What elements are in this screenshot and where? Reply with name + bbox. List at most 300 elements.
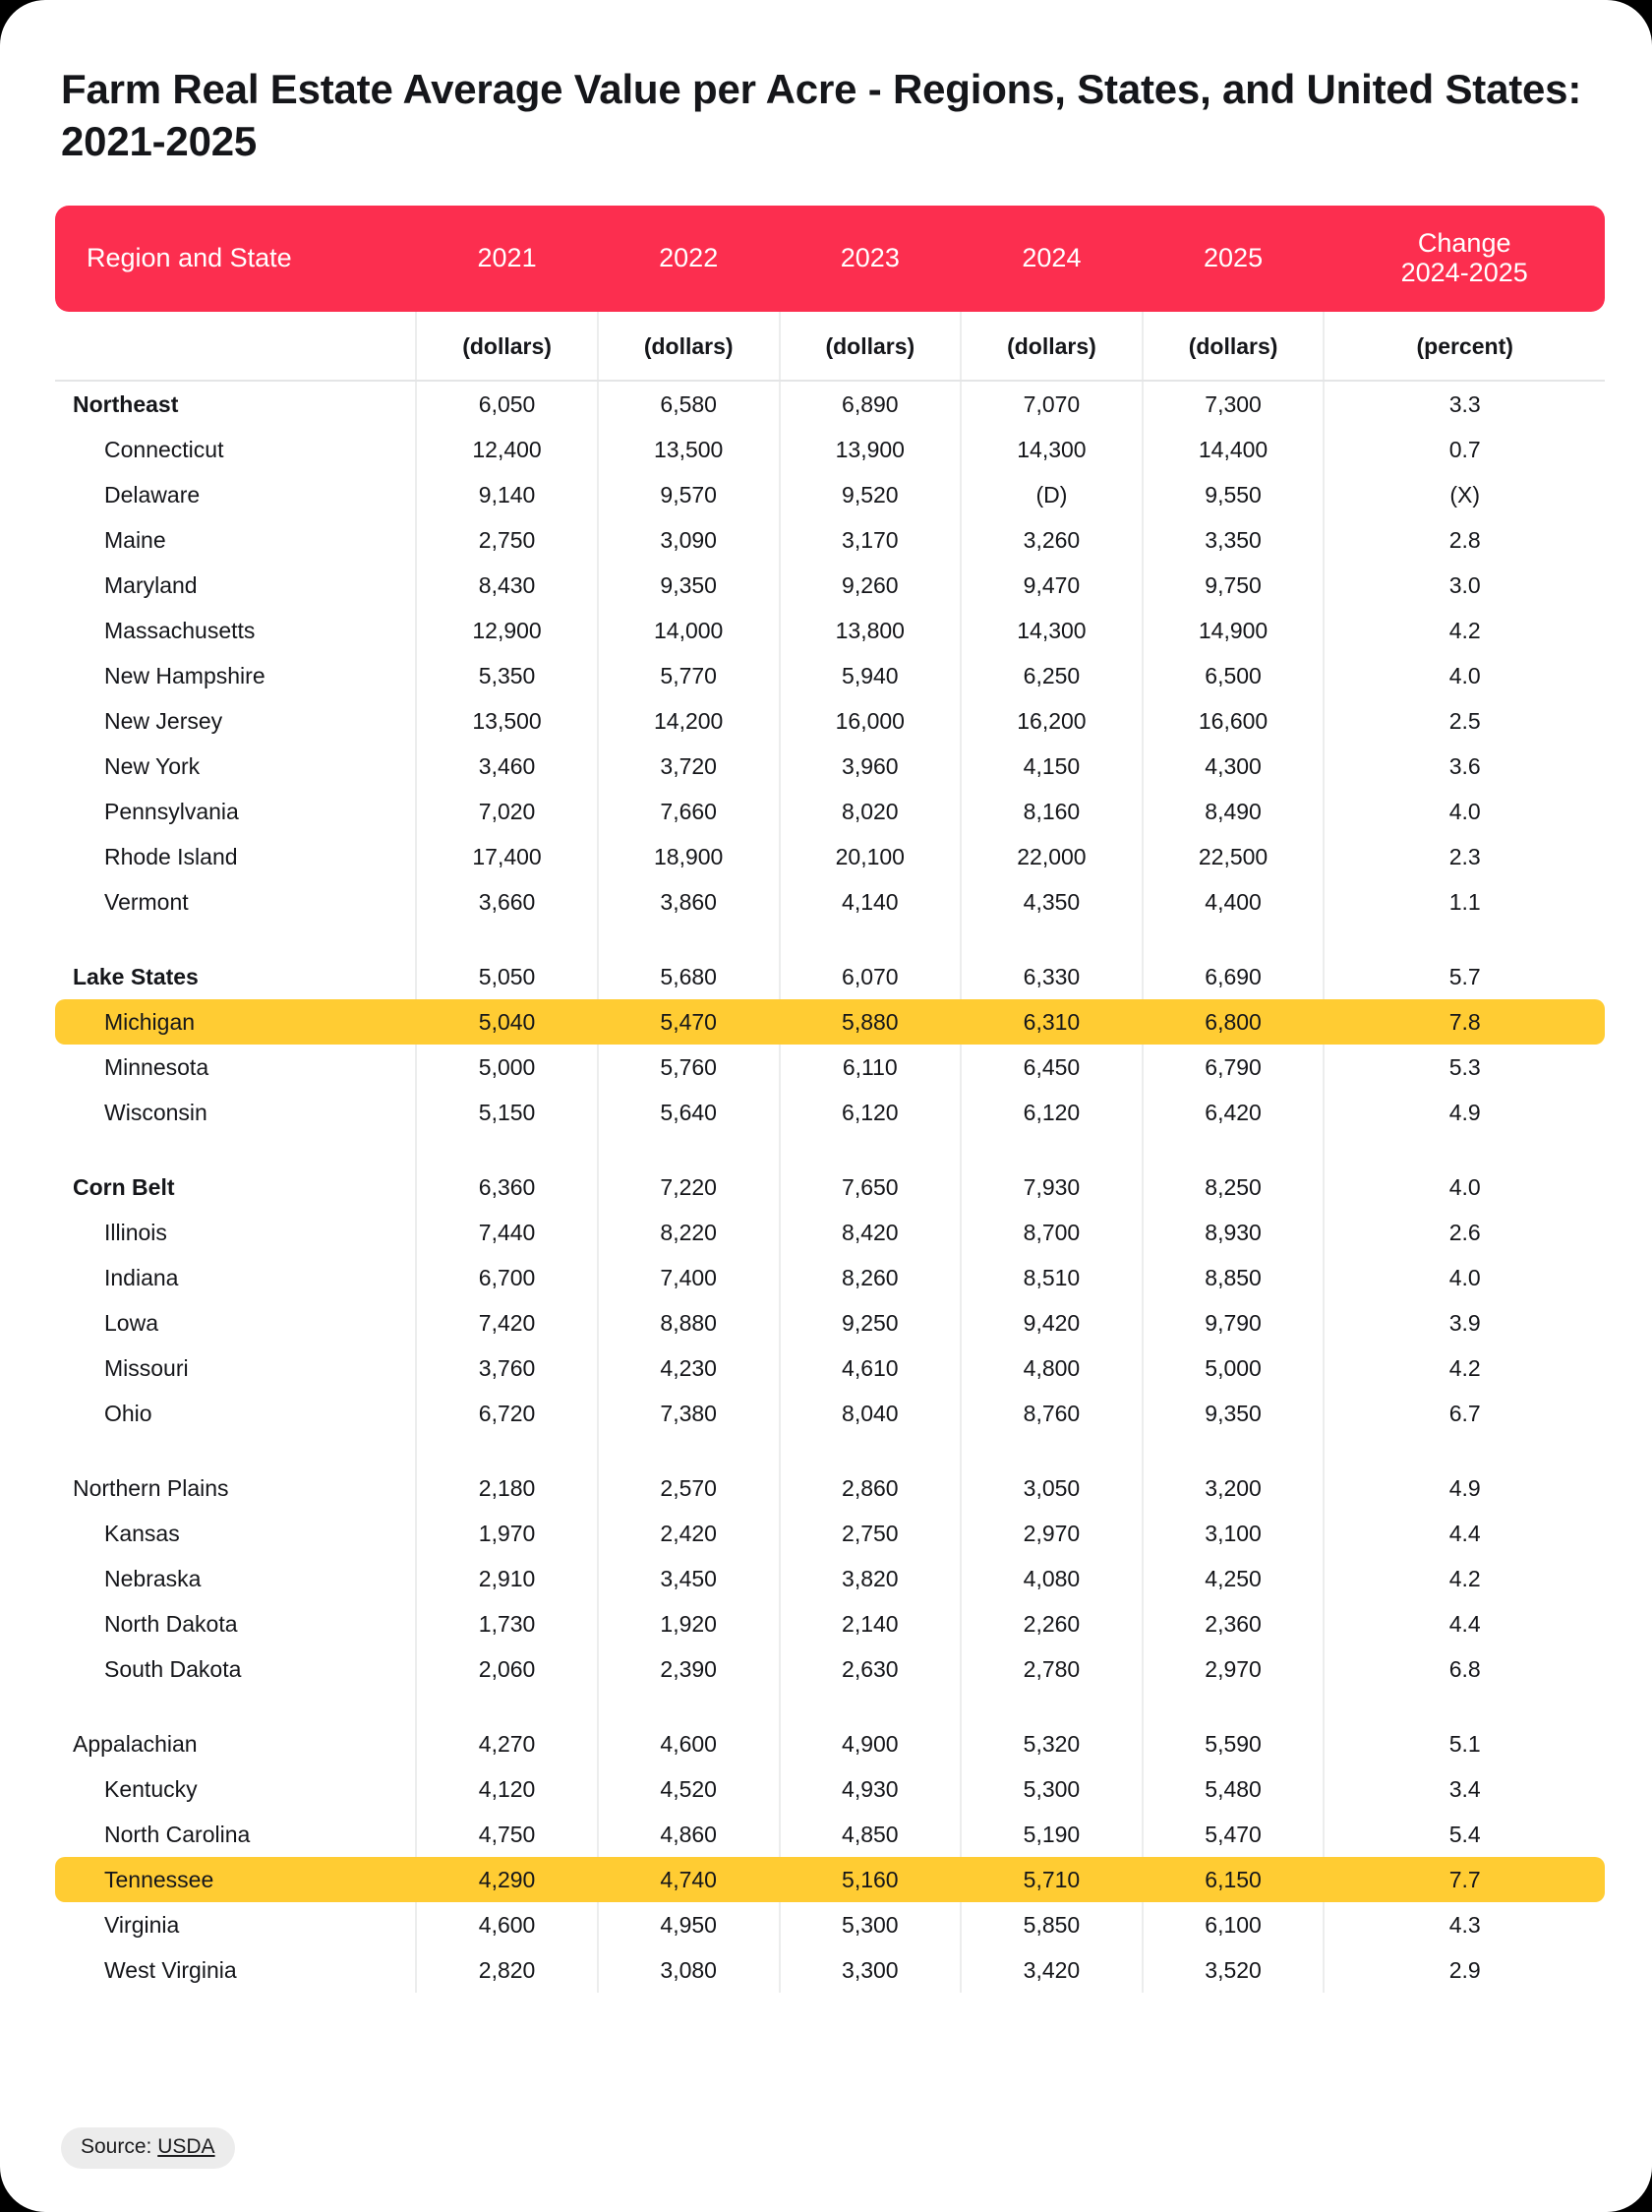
row-label-state: Virginia [104,1911,180,1938]
spacer-cell [55,925,416,954]
cell-2023: 6,890 [780,381,962,427]
cell-2023: 2,630 [780,1646,962,1692]
footer [61,2127,235,2169]
table-row[interactable] [55,1255,1605,1300]
table-container [55,206,1605,1994]
cell-2024: 5,320 [961,1721,1143,1766]
cell-2022: 7,660 [598,789,780,834]
cell-2021: 17,400 [416,834,598,879]
cell-2025: 14,900 [1143,608,1325,653]
cell-change: 4.0 [1324,789,1605,834]
cell-change: 2.6 [1324,1210,1605,1255]
units-cell-name [55,312,416,381]
table-row[interactable] [55,1345,1605,1391]
spacer-cell [1324,1436,1605,1465]
spacer-cell [1324,925,1605,954]
cell-2021: 2,820 [416,1947,598,1993]
cell-2021: 4,120 [416,1766,598,1812]
spacer-cell [1143,1692,1325,1721]
cell-2021: 6,050 [416,381,598,427]
row-label-region: Appalachian [73,1730,198,1757]
column-header-change-line1: Change [1417,227,1511,258]
cell-2025: 4,250 [1143,1556,1325,1601]
row-label-state: North Dakota [104,1610,238,1637]
cell-2024: 14,300 [961,427,1143,472]
cell-2025: 3,100 [1143,1511,1325,1556]
cell-2024: 4,080 [961,1556,1143,1601]
page-title: Farm Real Estate Average Value per Acre - Regions, States, and United States: 2021-2025 [61,66,1582,165]
cell-2021: 1,970 [416,1511,598,1556]
table-row[interactable] [55,999,1605,1045]
row-label-state: Connecticut [104,436,224,462]
spacer-cell [55,1135,416,1165]
table-body [55,381,1605,1993]
cell-change: 4.2 [1324,1345,1605,1391]
cell-2022: 2,420 [598,1511,780,1556]
cell-2022: 4,740 [598,1857,780,1902]
row-label-state: Rhode Island [104,843,238,869]
row-label-state: Ohio [104,1400,152,1426]
cell-2021: 12,400 [416,427,598,472]
cell-change: 4.4 [1324,1511,1605,1556]
cell-2022: 5,640 [598,1090,780,1135]
cell-2023: 5,160 [780,1857,962,1902]
table-row[interactable] [55,879,1605,925]
cell-2021: 2,750 [416,517,598,563]
cell-2021: 5,040 [416,999,598,1045]
cell-change: 0.7 [1324,427,1605,472]
table-row[interactable] [55,1721,1605,1766]
cell-2025: 8,250 [1143,1165,1325,1210]
table-row[interactable] [55,1902,1605,1947]
cell-2025: 8,490 [1143,789,1325,834]
spacer-cell [1324,1135,1605,1165]
cell-2023: 4,610 [780,1345,962,1391]
cell-2022: 5,680 [598,954,780,999]
cell-change: 5.4 [1324,1812,1605,1857]
cell-2024: 9,470 [961,563,1143,608]
spacer-cell [961,1436,1143,1465]
spacer-cell [416,925,598,954]
cell-change: 5.7 [1324,954,1605,999]
table-row[interactable] [55,381,1605,427]
cell-2023: 13,900 [780,427,962,472]
cell-2024: 2,260 [961,1601,1143,1646]
cell-2021: 3,660 [416,879,598,925]
cell-2021: 1,730 [416,1601,598,1646]
cell-2024: 4,150 [961,744,1143,789]
cell-change: 7.8 [1324,999,1605,1045]
cell-change: 7.7 [1324,1857,1605,1902]
cell-2021: 7,440 [416,1210,598,1255]
cell-change: 2.3 [1324,834,1605,879]
cell-2024: 14,300 [961,608,1143,653]
cell-2025: 3,200 [1143,1465,1325,1511]
row-label-state: Pennsylvania [104,798,239,824]
cell-2022: 4,600 [598,1721,780,1766]
cell-2023: 3,820 [780,1556,962,1601]
cell-2022: 5,760 [598,1045,780,1090]
column-header-change-line2: 2024-2025 [1400,258,1528,288]
cell-2022: 4,520 [598,1766,780,1812]
cell-2025: 8,850 [1143,1255,1325,1300]
cell-2021: 3,460 [416,744,598,789]
row-label-state: Maine [104,526,166,553]
cell-2023: 3,960 [780,744,962,789]
cell-2025: 6,690 [1143,954,1325,999]
spacer-cell [961,925,1143,954]
cell-2023: 4,140 [780,879,962,925]
column-header-2023[interactable]: 2023 [780,206,962,313]
cell-2024: 3,420 [961,1947,1143,1993]
table-row[interactable] [55,1601,1605,1646]
cell-2022: 2,570 [598,1465,780,1511]
spacer-cell [1143,925,1325,954]
column-header-2021[interactable]: 2021 [416,206,598,313]
cell-2024: 8,760 [961,1391,1143,1436]
cell-2025: 6,790 [1143,1045,1325,1090]
table-row[interactable] [55,1511,1605,1556]
cell-2024: 4,800 [961,1345,1143,1391]
table-row[interactable] [55,1465,1605,1511]
cell-2021: 2,060 [416,1646,598,1692]
cell-2022: 3,720 [598,744,780,789]
cell-2024: 16,200 [961,698,1143,744]
spacer-cell [1143,1135,1325,1165]
row-label-state: Delaware [104,481,201,508]
table-row[interactable] [55,1947,1605,1993]
table-row[interactable] [55,653,1605,698]
cell-2023: 4,900 [780,1721,962,1766]
cell-2022: 2,390 [598,1646,780,1692]
cell-2024: 7,930 [961,1165,1143,1210]
cell-change: (X) [1324,472,1605,517]
table-row[interactable] [55,608,1605,653]
cell-2023: 8,040 [780,1391,962,1436]
cell-2025: 3,520 [1143,1947,1325,1993]
cell-change: 5.3 [1324,1045,1605,1090]
cell-2022: 9,350 [598,563,780,608]
row-label-region: Northeast [73,390,179,417]
cell-2022: 7,400 [598,1255,780,1300]
cell-2025: 6,100 [1143,1902,1325,1947]
spacer-cell [598,1692,780,1721]
cell-2021: 2,180 [416,1465,598,1511]
cell-change: 3.6 [1324,744,1605,789]
cell-2022: 7,220 [598,1165,780,1210]
cell-change: 4.9 [1324,1090,1605,1135]
table-row[interactable] [55,1090,1605,1135]
header-row [55,206,1605,313]
cell-2023: 6,110 [780,1045,962,1090]
row-label-state: Minnesota [104,1053,209,1080]
cell-2025: 5,000 [1143,1345,1325,1391]
row-label-state: Indiana [104,1264,179,1290]
row-label-state: Kansas [104,1520,180,1546]
spacer-cell [961,1692,1143,1721]
row-label-region: Northern Plains [73,1474,229,1501]
units-cell-2021: (dollars) [416,312,598,381]
table-row[interactable] [55,1812,1605,1857]
cell-2024: 5,710 [961,1857,1143,1902]
group-spacer [55,925,1605,954]
cell-2023: 5,940 [780,653,962,698]
cell-2022: 1,920 [598,1601,780,1646]
cell-2021: 4,600 [416,1902,598,1947]
cell-2021: 2,910 [416,1556,598,1601]
column-header-2022[interactable]: 2022 [598,206,780,313]
cell-2024: 8,700 [961,1210,1143,1255]
cell-2024: 6,450 [961,1045,1143,1090]
cell-2025: 6,150 [1143,1857,1325,1902]
cell-2024: 2,780 [961,1646,1143,1692]
cell-2024: 8,160 [961,789,1143,834]
cell-2023: 9,250 [780,1300,962,1345]
column-header-2025[interactable]: 2025 [1143,206,1325,313]
cell-2021: 4,750 [416,1812,598,1857]
table-head [55,206,1605,382]
cell-2022: 4,950 [598,1902,780,1947]
row-label-state: New Jersey [104,707,223,734]
cell-2022: 13,500 [598,427,780,472]
cell-change: 6.7 [1324,1391,1605,1436]
spacer-cell [416,1135,598,1165]
cell-2023: 2,750 [780,1511,962,1556]
cell-2022: 5,770 [598,653,780,698]
cell-2021: 3,760 [416,1345,598,1391]
cell-2025: 5,590 [1143,1721,1325,1766]
cell-2023: 13,800 [780,608,962,653]
cell-2023: 9,260 [780,563,962,608]
row-label-state: New Hampshire [104,662,266,688]
table-row[interactable] [55,834,1605,879]
units-cell-2022: (dollars) [598,312,780,381]
row-label-state: North Carolina [104,1821,251,1847]
cell-2023: 16,000 [780,698,962,744]
table-row[interactable] [55,1391,1605,1436]
cell-2024: 3,050 [961,1465,1143,1511]
cell-2024: 9,420 [961,1300,1143,1345]
row-label-state: Tennessee [55,1857,416,1902]
cell-2025: 6,420 [1143,1090,1325,1135]
cell-change: 4.0 [1324,653,1605,698]
cell-2025: 8,930 [1143,1210,1325,1255]
row-label-region: Lake States [73,963,199,989]
row-label-state: Vermont [104,888,189,915]
cell-2025: 9,350 [1143,1391,1325,1436]
cell-2023: 20,100 [780,834,962,879]
cell-change: 1.1 [1324,879,1605,925]
cell-2022: 9,570 [598,472,780,517]
spacer-cell [55,1692,416,1721]
cell-2024: 4,350 [961,879,1143,925]
cell-2025: 2,360 [1143,1601,1325,1646]
table-row[interactable] [55,744,1605,789]
cell-2023: 4,850 [780,1812,962,1857]
spacer-cell [598,1135,780,1165]
column-header-2024[interactable]: 2024 [961,206,1143,313]
cell-2022: 14,000 [598,608,780,653]
table-row[interactable] [55,1646,1605,1692]
cell-2021: 4,270 [416,1721,598,1766]
spacer-cell [780,925,962,954]
spacer-cell [416,1692,598,1721]
cell-2025: 22,500 [1143,834,1325,879]
cell-2025: 6,800 [1143,999,1325,1045]
table-row[interactable] [55,517,1605,563]
row-label-state: New York [104,752,201,779]
cell-change: 4.3 [1324,1902,1605,1947]
cell-2022: 4,230 [598,1345,780,1391]
row-label-state: South Dakota [104,1655,242,1682]
row-label-state: Illinois [104,1219,167,1245]
cell-2023: 2,140 [780,1601,962,1646]
table-row[interactable] [55,1210,1605,1255]
cell-2022: 5,470 [598,999,780,1045]
column-header-region-state[interactable]: Region and State [55,206,416,313]
units-cell-2025: (dollars) [1143,312,1325,381]
cell-2025: 4,300 [1143,744,1325,789]
table-row[interactable] [55,954,1605,999]
cell-2024: 6,330 [961,954,1143,999]
cell-2025: 16,600 [1143,698,1325,744]
source-label: Source: [81,2135,158,2158]
cell-2021: 7,420 [416,1300,598,1345]
units-cell-2024: (dollars) [961,312,1143,381]
table-row[interactable] [55,472,1605,517]
cell-2025: 5,480 [1143,1766,1325,1812]
cell-2023: 6,120 [780,1090,962,1135]
cell-2023: 8,420 [780,1210,962,1255]
row-label-state: West Virginia [104,1956,237,1983]
cell-change: 4.2 [1324,608,1605,653]
cell-change: 3.4 [1324,1766,1605,1812]
cell-change: 4.9 [1324,1465,1605,1511]
cell-2025: 9,790 [1143,1300,1325,1345]
table-row[interactable] [55,1857,1605,1902]
units-cell-2023: (dollars) [780,312,962,381]
cell-change: 2.9 [1324,1947,1605,1993]
cell-2022: 14,200 [598,698,780,744]
row-label-state: Kentucky [104,1775,198,1802]
spacer-cell [598,1436,780,1465]
source-link[interactable]: USDA [157,2135,215,2158]
spacer-cell [1143,1436,1325,1465]
source-badge [61,2127,235,2169]
cell-2021: 6,720 [416,1391,598,1436]
cell-2021: 12,900 [416,608,598,653]
cell-2021: 9,140 [416,472,598,517]
cell-2022: 3,090 [598,517,780,563]
spacer-cell [416,1436,598,1465]
group-spacer [55,1692,1605,1721]
table-row[interactable] [55,1766,1605,1812]
cell-2023: 5,300 [780,1902,962,1947]
cell-2022: 3,080 [598,1947,780,1993]
spacer-cell [780,1436,962,1465]
spacer-cell [598,925,780,954]
cell-2025: 6,500 [1143,653,1325,698]
cell-change: 3.9 [1324,1300,1605,1345]
cell-2024: 22,000 [961,834,1143,879]
cell-change: 4.0 [1324,1255,1605,1300]
cell-2024: 5,850 [961,1902,1143,1947]
cell-2022: 7,380 [598,1391,780,1436]
spacer-cell [780,1135,962,1165]
cell-2025: 2,970 [1143,1646,1325,1692]
table-row[interactable] [55,698,1605,744]
cell-2024: 2,970 [961,1511,1143,1556]
units-cell-change: (percent) [1324,312,1605,381]
cell-2024: 7,070 [961,381,1143,427]
cell-2022: 4,860 [598,1812,780,1857]
cell-2024: 8,510 [961,1255,1143,1300]
cell-2021: 8,430 [416,563,598,608]
row-label-state: Wisconsin [104,1099,207,1125]
cell-2022: 6,580 [598,381,780,427]
row-label-state: Missouri [104,1354,189,1381]
group-spacer [55,1135,1605,1165]
cell-2025: 3,350 [1143,517,1325,563]
cell-2025: 9,550 [1143,472,1325,517]
cell-2023: 2,860 [780,1465,962,1511]
cell-2021: 5,150 [416,1090,598,1135]
cell-2023: 3,300 [780,1947,962,1993]
cell-change: 4.2 [1324,1556,1605,1601]
cell-2025: 9,750 [1143,563,1325,608]
cell-2024: 5,190 [961,1812,1143,1857]
spacer-cell [55,1436,416,1465]
cell-2023: 9,520 [780,472,962,517]
table-row[interactable] [55,789,1605,834]
row-label-region: Corn Belt [73,1173,175,1200]
cell-2025: 5,470 [1143,1812,1325,1857]
cell-change: 2.8 [1324,517,1605,563]
cell-2024: 3,260 [961,517,1143,563]
cell-2025: 4,400 [1143,879,1325,925]
cell-2022: 18,900 [598,834,780,879]
cell-change: 4.0 [1324,1165,1605,1210]
cell-change: 2.5 [1324,698,1605,744]
spacer-cell [1324,1692,1605,1721]
cell-2022: 3,860 [598,879,780,925]
table-row[interactable] [55,1556,1605,1601]
spacer-cell [780,1692,962,1721]
table-row[interactable] [55,1165,1605,1210]
cell-2023: 3,170 [780,517,962,563]
column-header-change[interactable] [1324,206,1605,313]
cell-change: 3.0 [1324,563,1605,608]
table-row[interactable] [55,1045,1605,1090]
cell-2023: 7,650 [780,1165,962,1210]
cell-2021: 7,020 [416,789,598,834]
cell-2024: (D) [961,472,1143,517]
table-row[interactable] [55,563,1605,608]
group-spacer [55,1436,1605,1465]
spacer-cell [961,1135,1143,1165]
table-row[interactable] [55,1300,1605,1345]
units-row [55,312,1605,381]
row-label-state: Michigan [55,999,416,1045]
cell-2024: 5,300 [961,1766,1143,1812]
cell-2024: 6,310 [961,999,1143,1045]
cell-2021: 6,360 [416,1165,598,1210]
cell-2021: 6,700 [416,1255,598,1300]
cell-2023: 8,260 [780,1255,962,1300]
cell-2021: 5,050 [416,954,598,999]
row-label-state: Nebraska [104,1565,202,1591]
table-row[interactable] [55,427,1605,472]
